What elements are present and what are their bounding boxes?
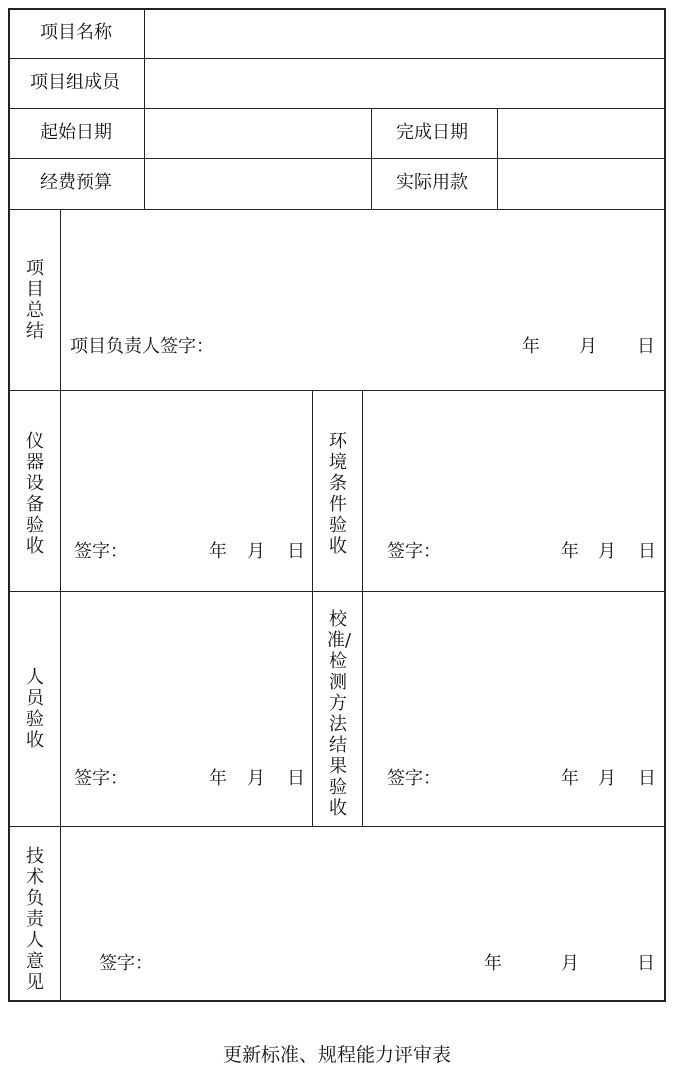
actual-spend-label: 实际用款 — [396, 172, 468, 193]
tech-lead-year: 年 — [484, 953, 502, 974]
tech-lead-day: 日 — [637, 953, 655, 974]
method-month: 月 — [598, 768, 616, 789]
environment-month: 月 — [598, 541, 616, 562]
tech-lead-label: 技术负责人意见 — [26, 846, 44, 993]
actual-spend-field[interactable] — [498, 159, 665, 209]
equipment-month: 月 — [247, 541, 265, 562]
personnel-label: 人员验收 — [26, 667, 44, 751]
personnel-sign-label: 签字： — [74, 768, 128, 789]
environment-sign-label: 签字： — [387, 541, 441, 562]
equipment-label: 仪器设备验收 — [26, 431, 44, 557]
method-sign-label: 签字： — [387, 768, 441, 789]
project-members-label: 项目组成员 — [30, 72, 120, 93]
project-name-field[interactable] — [145, 9, 665, 58]
tech-lead-month: 月 — [561, 953, 579, 974]
col-divider — [371, 108, 372, 209]
personnel-year: 年 — [209, 768, 227, 789]
summary-label: 项目总结 — [26, 258, 44, 342]
col-divider — [312, 390, 313, 826]
method-day: 日 — [638, 768, 656, 789]
summary-sign-label: 项目负责人签字： — [70, 336, 214, 357]
environment-label: 环境条件验收 — [329, 431, 347, 557]
equipment-sign-label: 签字： — [74, 541, 128, 562]
personnel-day: 日 — [287, 768, 305, 789]
summary-month: 月 — [579, 336, 597, 357]
summary-field[interactable] — [61, 210, 665, 390]
personnel-field[interactable] — [61, 592, 312, 826]
project-members-field[interactable] — [145, 59, 665, 108]
method-label: 校准/检测方法结果验收 — [327, 609, 352, 819]
method-field[interactable] — [363, 592, 665, 826]
start-date-label: 起始日期 — [40, 122, 112, 143]
environment-day: 日 — [638, 541, 656, 562]
tech-lead-sign-label: 签字： — [99, 953, 153, 974]
environment-year: 年 — [561, 541, 579, 562]
summary-day: 日 — [637, 336, 655, 357]
budget-label: 经费预算 — [40, 172, 112, 193]
budget-field[interactable] — [145, 159, 371, 209]
equipment-year: 年 — [209, 541, 227, 562]
start-date-field[interactable] — [145, 109, 371, 158]
summary-year: 年 — [522, 336, 540, 357]
personnel-month: 月 — [247, 768, 265, 789]
method-year: 年 — [561, 768, 579, 789]
equipment-day: 日 — [287, 541, 305, 562]
project-name-label: 项目名称 — [40, 22, 112, 43]
form-caption: 更新标准、规程能力评审表 — [222, 1044, 451, 1066]
finish-date-field[interactable] — [498, 109, 665, 158]
finish-date-label: 完成日期 — [396, 122, 468, 143]
